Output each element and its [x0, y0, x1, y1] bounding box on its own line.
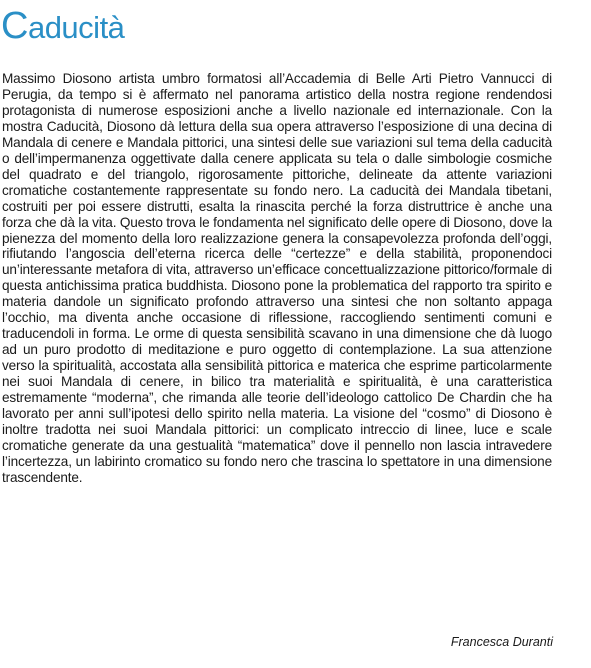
- article-body: Massimo Diosono artista umbro formatosi all’Accademia di Belle Arti Pietro Vannucci di Perugia, da tempo si è affermato nel panorama artistico della nostra regione rendendosi protagonista di numerose esposizioni anche a livello nazionale ed internazionale. Con la mostra Caducità, Diosono dà lettura della sua opera attraverso l’esposizione di una decina di Mandala di cenere e Mandala pittorici, una sintesi delle sue variazioni sul tema della caducità o dell’impermanenza oggettivate dalla cenere applicata su tela o dalle simbologie cosmiche del quadrato e del triangolo, rigorosamente pittoriche, delineate da attente variazioni cromatiche costantemente rappresentate su fondo nero. La caducità dei Mandala tibetani, costruiti per poi essere distrutti, esalta la rinascita perché la forza distruttrice è anche una forza che dà la vita. Questo trova le fondamenta nel significato delle opere di Diosono, dove la pienezza del momento della loro realizzazione genera la consapevolezza profonda dell’oggi, rifiutando l’angoscia dell’eterna ricerca delle “certezze” e della stabilità, proponendoci un’interessante metafora di vita, attraverso un’efficace concettualizzazione pittorico/formale di questa antichissima pratica buddhista. Diosono pone la problematica del rapporto tra spirito e materia dandole un significato profondo attraverso una sintesi che non soltanto appaga l’occhio, ma diventa anche occasione di riflessione, raccogliendo sentimenti comuni e traducendoli in forma. Le orme di questa sensibilità scavano in una dimensione che dà luogo ad un puro prodotto di meditazione e puro oggetto di contemplazione. La sua attenzione verso la spiritualità, accostata alla sensibilità pittorica e materica che esprime particolarmente nei suoi Mandala di cenere, in bilico tra materialità e spiritualità, è una caratteristica estremamente “moderna”, che rimanda alle teorie dell’ideologo cattolico De Chardin che ha lavorato per anni sull’ipotesi dello spirito nella materia. La visione del “cosmo” di Diosono è inoltre tradotta nei suoi Mandala pittorici: un complicato intreccio di linee, luce e scale cromatiche generate da una gestualità “matematica” dove il pennello non lascia intravedere l’incertezza, un labirinto cromatico su fondo nero che trascina lo spettatore in una dimensione trascendente.: [2, 71, 552, 485]
- author-signature: Francesca Duranti: [450, 635, 553, 649]
- title-initial: C: [1, 5, 28, 47]
- title-rest: aducità: [27, 10, 125, 45]
- article-title: [1, 6, 124, 48]
